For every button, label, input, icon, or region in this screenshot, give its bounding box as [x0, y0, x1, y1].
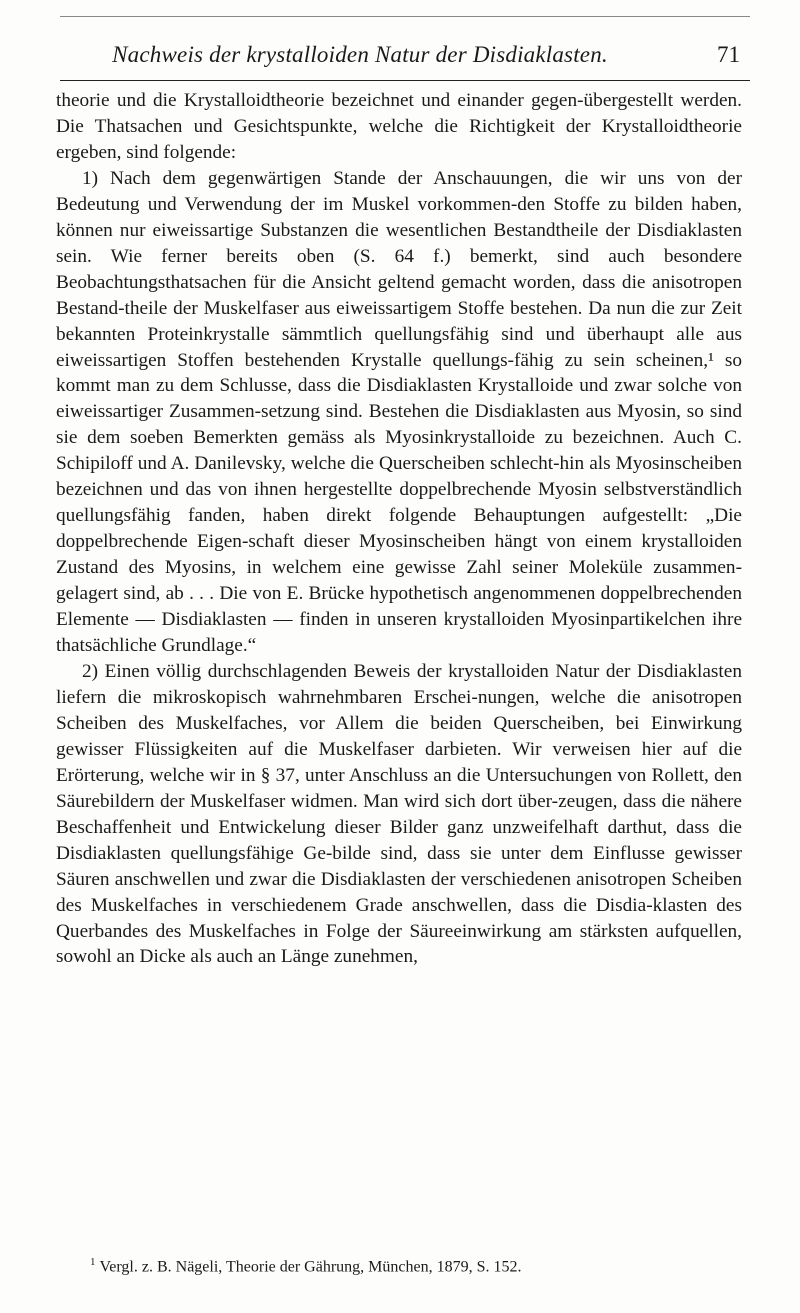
footnote-text: Vergl. z. B. Nägeli, Theorie der Gährung, München, 1879, S. 152.	[99, 1258, 522, 1276]
body-text	[56, 88, 742, 970]
running-head	[60, 42, 740, 82]
top-edge-rule	[60, 16, 750, 17]
footnote	[56, 1252, 742, 1277]
paragraph-2: 1) Nach dem gegenwärtigen Stande der Anschauungen, die wir uns von der Bedeutung und Verwendung der im Muskel vorkommen-den Stoffe zu bilden haben, können nur eiweissartige Substanzen die wesentlichen Bestandtheile der Disdiaklasten sein. Wie ferner bereits oben (S. 64 f.) bemerkt, sind auch besondere Beobachtungsthatsachen für die Ansicht geltend gemacht worden, dass die anisotropen Bestand-theile der Muskelfaser aus eiweissartigem Stoffe bestehen. Da nun die zur Zeit bekannten Proteinkrystalle sämmtlich quellungsfähig sind und überhaupt alle aus eiweissartigen Stoffen bestehenden Krystalle quellungs-fähig zu sein scheinen,¹ so kommt man zu dem Schlusse, dass die Disdiaklasten Krystalloide und zwar solche von eiweissartiger Zusammen-setzung sind. Bestehen die Disdiaklasten aus Myosin, so sind sie dem soeben Bemerkten gemäss als Myosinkrystalloide zu bezeichnen. Auch C. Schipiloff und A. Danilevsky, welche die Querscheiben schlecht-hin als Myosinscheiben bezeichnen und das von ihnen hergestellte doppelbrechende Myosin selbstverständlich quellungsfähig fanden, haben direkt folgende Behauptungen aufgestellt: „Die doppelbrechende Eigen-schaft dieser Myosinscheiben hängt von einem krystalloiden Zustand des Myosins, in welchem eine gewisse Zahl seiner Moleküle zusammen-gelagert sind, ab . . . Die von E. Brücke hypothetisch angenommenen doppelbrechenden Elemente — Disdiaklasten — finden in unseren krystalloiden Myosinpartikelchen ihre thatsächliche Grundlage.“	[56, 167, 742, 657]
page-number: 71	[717, 42, 740, 67]
paragraph-1: theorie und die Krystalloidtheorie bezeichnet und einander gegen-übergestellt werden. Die Thatsachen und Gesichtspunkte, welche die Richtigkeit der Krystalloidtheorie ergeben, sind folgende:	[56, 90, 742, 163]
running-title: Nachweis der krystalloiden Natur der Disdiaklasten.	[112, 42, 608, 67]
paragraph-3: 2) Einen völlig durchschlagenden Beweis der krystalloiden Natur der Disdiaklasten liefern die mikroskopisch wahrnehmbaren Erschei-nungen, welche die anisotropen Scheiben des Muskelfaches, vor Allem die beiden Querscheiben, bei Einwirkung gewisser Flüssigkeiten auf die Muskelfaser darbieten. Wir verweisen hier auf die Erörterung, welche wir in § 37, unter Anschluss an die Untersuchungen von Rollett, den Säurebildern der Muskelfaser widmen. Man wird sich dort über-zeugen, dass die nähere Beschaffenheit und Entwickelung dieser Bilder ganz unzweifelhaft darthut, dass die Disdiaklasten quellungsfähige Ge-bilde sind, dass sie unter dem Einflusse gewisser Säuren anschwellen und zwar die Disdiaklasten der verschiedenen anisotropen Scheiben des Muskelfaches in verschiedenem Grade anschwellen, dass die Disdia-klasten des Querbandes des Muskelfaches in Folge der Säureeinwirkung am stärksten aufquellen, sowohl an Dicke als auch an Länge zunehmen,	[56, 660, 742, 968]
footnote-mark: 1	[90, 1256, 96, 1268]
header-rule	[60, 80, 750, 81]
